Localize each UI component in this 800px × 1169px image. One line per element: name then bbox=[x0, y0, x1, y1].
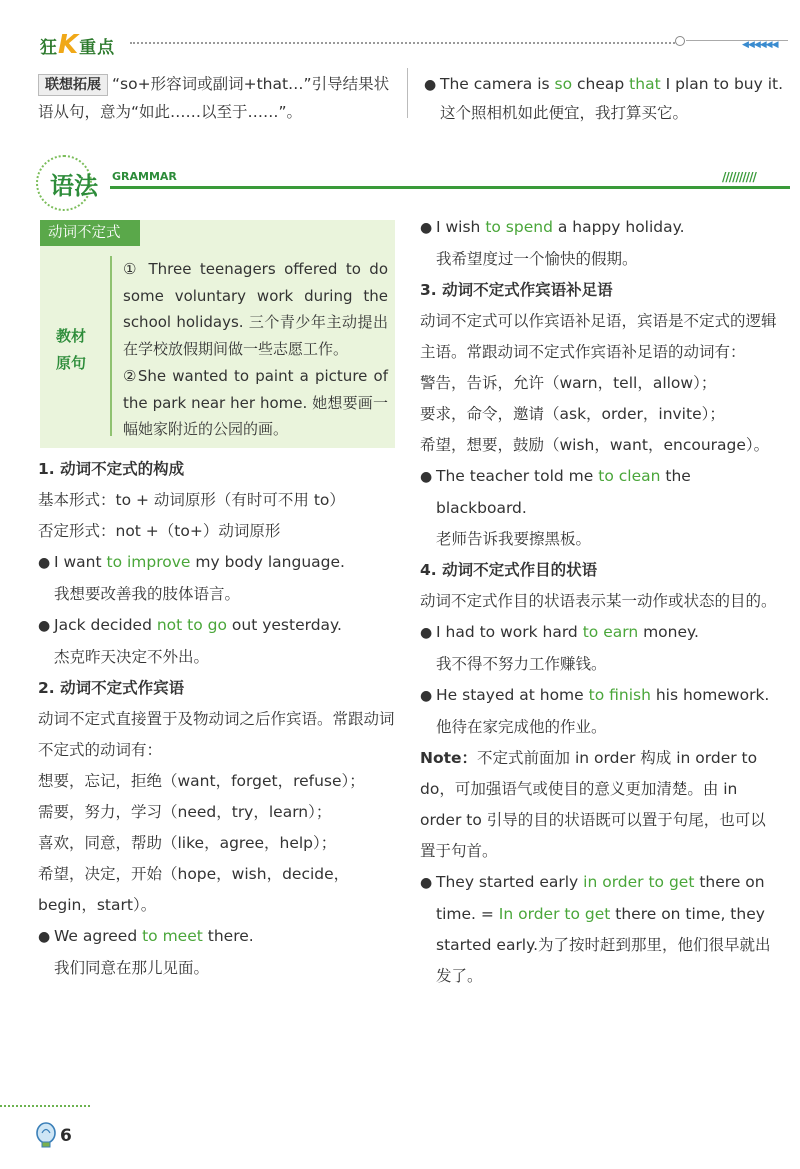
verb-list-item: 需要，努力，学习（need，try，learn）； bbox=[38, 803, 332, 821]
box-tab: 动词不定式 bbox=[40, 220, 140, 246]
section-heading-4: 4. 动词不定式作目的状语 bbox=[420, 561, 598, 579]
top-divider bbox=[407, 68, 408, 118]
right-column bbox=[420, 212, 780, 992]
example-sentence: ● I wish to spend a happy holiday. bbox=[420, 218, 685, 236]
left-column bbox=[38, 454, 398, 984]
verb-list-item: 希望，想要，鼓励（wish，want，encourage）。 bbox=[420, 436, 770, 454]
verb-list-item: 喜欢，同意，帮助（like，agree，help）； bbox=[38, 834, 337, 852]
header-circle-icon bbox=[675, 36, 685, 46]
basic-form: 基本形式：to + 动词原形（有时可不用 to） bbox=[38, 491, 345, 509]
note-tag: Note： bbox=[420, 749, 478, 767]
box-sentence-2: ②She wanted to paint a picture of the park near her home. 她想要画一幅她家附近的公园的画。 bbox=[123, 366, 388, 439]
example-translation: 我想要改善我的肢体语言。 bbox=[54, 585, 241, 603]
grammar-bar bbox=[110, 186, 790, 189]
example-translation: 我们同意在那儿见面。 bbox=[54, 959, 210, 977]
grammar-title: 语法 bbox=[50, 172, 98, 200]
association-tag: 联想拓展 bbox=[38, 74, 108, 96]
example-translation: 杰克昨天决定不外出。 bbox=[54, 648, 210, 666]
example-sentence: ● I had to work hard to earn money. bbox=[420, 623, 699, 641]
example-translation: 老师告诉我要擦黑板。 bbox=[436, 530, 592, 548]
box-label: 教材 原句 bbox=[56, 327, 87, 372]
association-note bbox=[38, 70, 398, 126]
example-sentence: ● Jack decided not to go out yesterday. bbox=[38, 616, 342, 634]
example-translation: 我希望度过一个愉快的假期。 bbox=[436, 250, 638, 268]
grammar-slashes: ////////// bbox=[722, 170, 756, 184]
top-example: ● The camera is so cheap that I plan to buy it. 这个照相机如此便宜，我打算买它。 bbox=[424, 70, 794, 127]
header-logo: 狂K重点 bbox=[40, 30, 116, 60]
example-sentence: ● He stayed at home to finish his homework. bbox=[420, 686, 770, 704]
example-sentence: ● We agreed to meet there. bbox=[38, 927, 254, 945]
section-heading-2: 2. 动词不定式作宾语 bbox=[38, 679, 185, 697]
section-intro: 动词不定式直接置于及物动词之后作宾语。常跟动词不定式的动词有： bbox=[38, 710, 395, 759]
example-translation: 他待在家完成他的作业。 bbox=[436, 718, 607, 736]
association-text: “so+形容词或副词+that…”引导结果状语从句，意为“如此……以至于……”。 bbox=[38, 75, 390, 121]
page-number: 6 bbox=[60, 1126, 72, 1146]
lightbulb-icon bbox=[34, 1122, 58, 1150]
footer-dotted-line bbox=[0, 1105, 90, 1107]
header-dotted-line bbox=[130, 42, 675, 44]
negative-form: 否定形式：not +（to+）动词原形 bbox=[38, 522, 281, 540]
example-sentence: ● The teacher told me to clean the blackboard. bbox=[420, 467, 691, 517]
box-sentences bbox=[123, 256, 388, 443]
section-heading-3: 3. 动词不定式作宾语补足语 bbox=[420, 281, 613, 299]
verb-list-item: 想要，忘记，拒绝（want，forget，refuse）； bbox=[38, 772, 365, 790]
verb-list-item: 要求，命令，邀请（ask，order，invite）； bbox=[420, 405, 725, 423]
verb-list-item: 希望，决定，开始（hope，wish，decide，begin，start）。 bbox=[38, 865, 350, 914]
example-translation: 我不得不努力工作赚钱。 bbox=[436, 655, 607, 673]
box-sentence-1: ① Three teenagers offered to do some voluntary work during the school holidays. 三个青少年主动提出在学校放假期间做一些志愿工作。 bbox=[123, 260, 388, 359]
section-intro: 动词不定式作目的状语表示某一动作或状态的目的。 bbox=[420, 592, 777, 610]
section-heading-1: 1. 动词不定式的构成 bbox=[38, 460, 185, 478]
header-arrows-icon: ◀◀◀◀◀◀ bbox=[742, 40, 778, 50]
top-example-translation: 这个照相机如此便宜，我打算买它。 bbox=[440, 104, 689, 122]
note-paragraph: Note：不定式前面加 in order 构成 in order to do，可加强语气或使目的意义更加清楚。由 in order to 引导的目的状语既可以置于句尾，也可以置于句首。 bbox=[420, 749, 766, 860]
verb-list-item: 警告，告诉，允许（warn，tell，allow）； bbox=[420, 374, 717, 392]
section-intro: 动词不定式可以作宾语补足语，宾语是不定式的逻辑主语。常跟动词不定式作宾语补足语的动词有： bbox=[420, 312, 777, 361]
example-sentence: ● They started early in order to get there on time. = In order to get there on time, they started early.为了按时赶到那里，他们很早就出发了。 bbox=[420, 873, 771, 985]
grammar-en-label: GRAMMAR bbox=[112, 170, 177, 183]
box-separator bbox=[110, 256, 112, 436]
example-sentence: ● I want to improve my body language. bbox=[38, 553, 345, 571]
